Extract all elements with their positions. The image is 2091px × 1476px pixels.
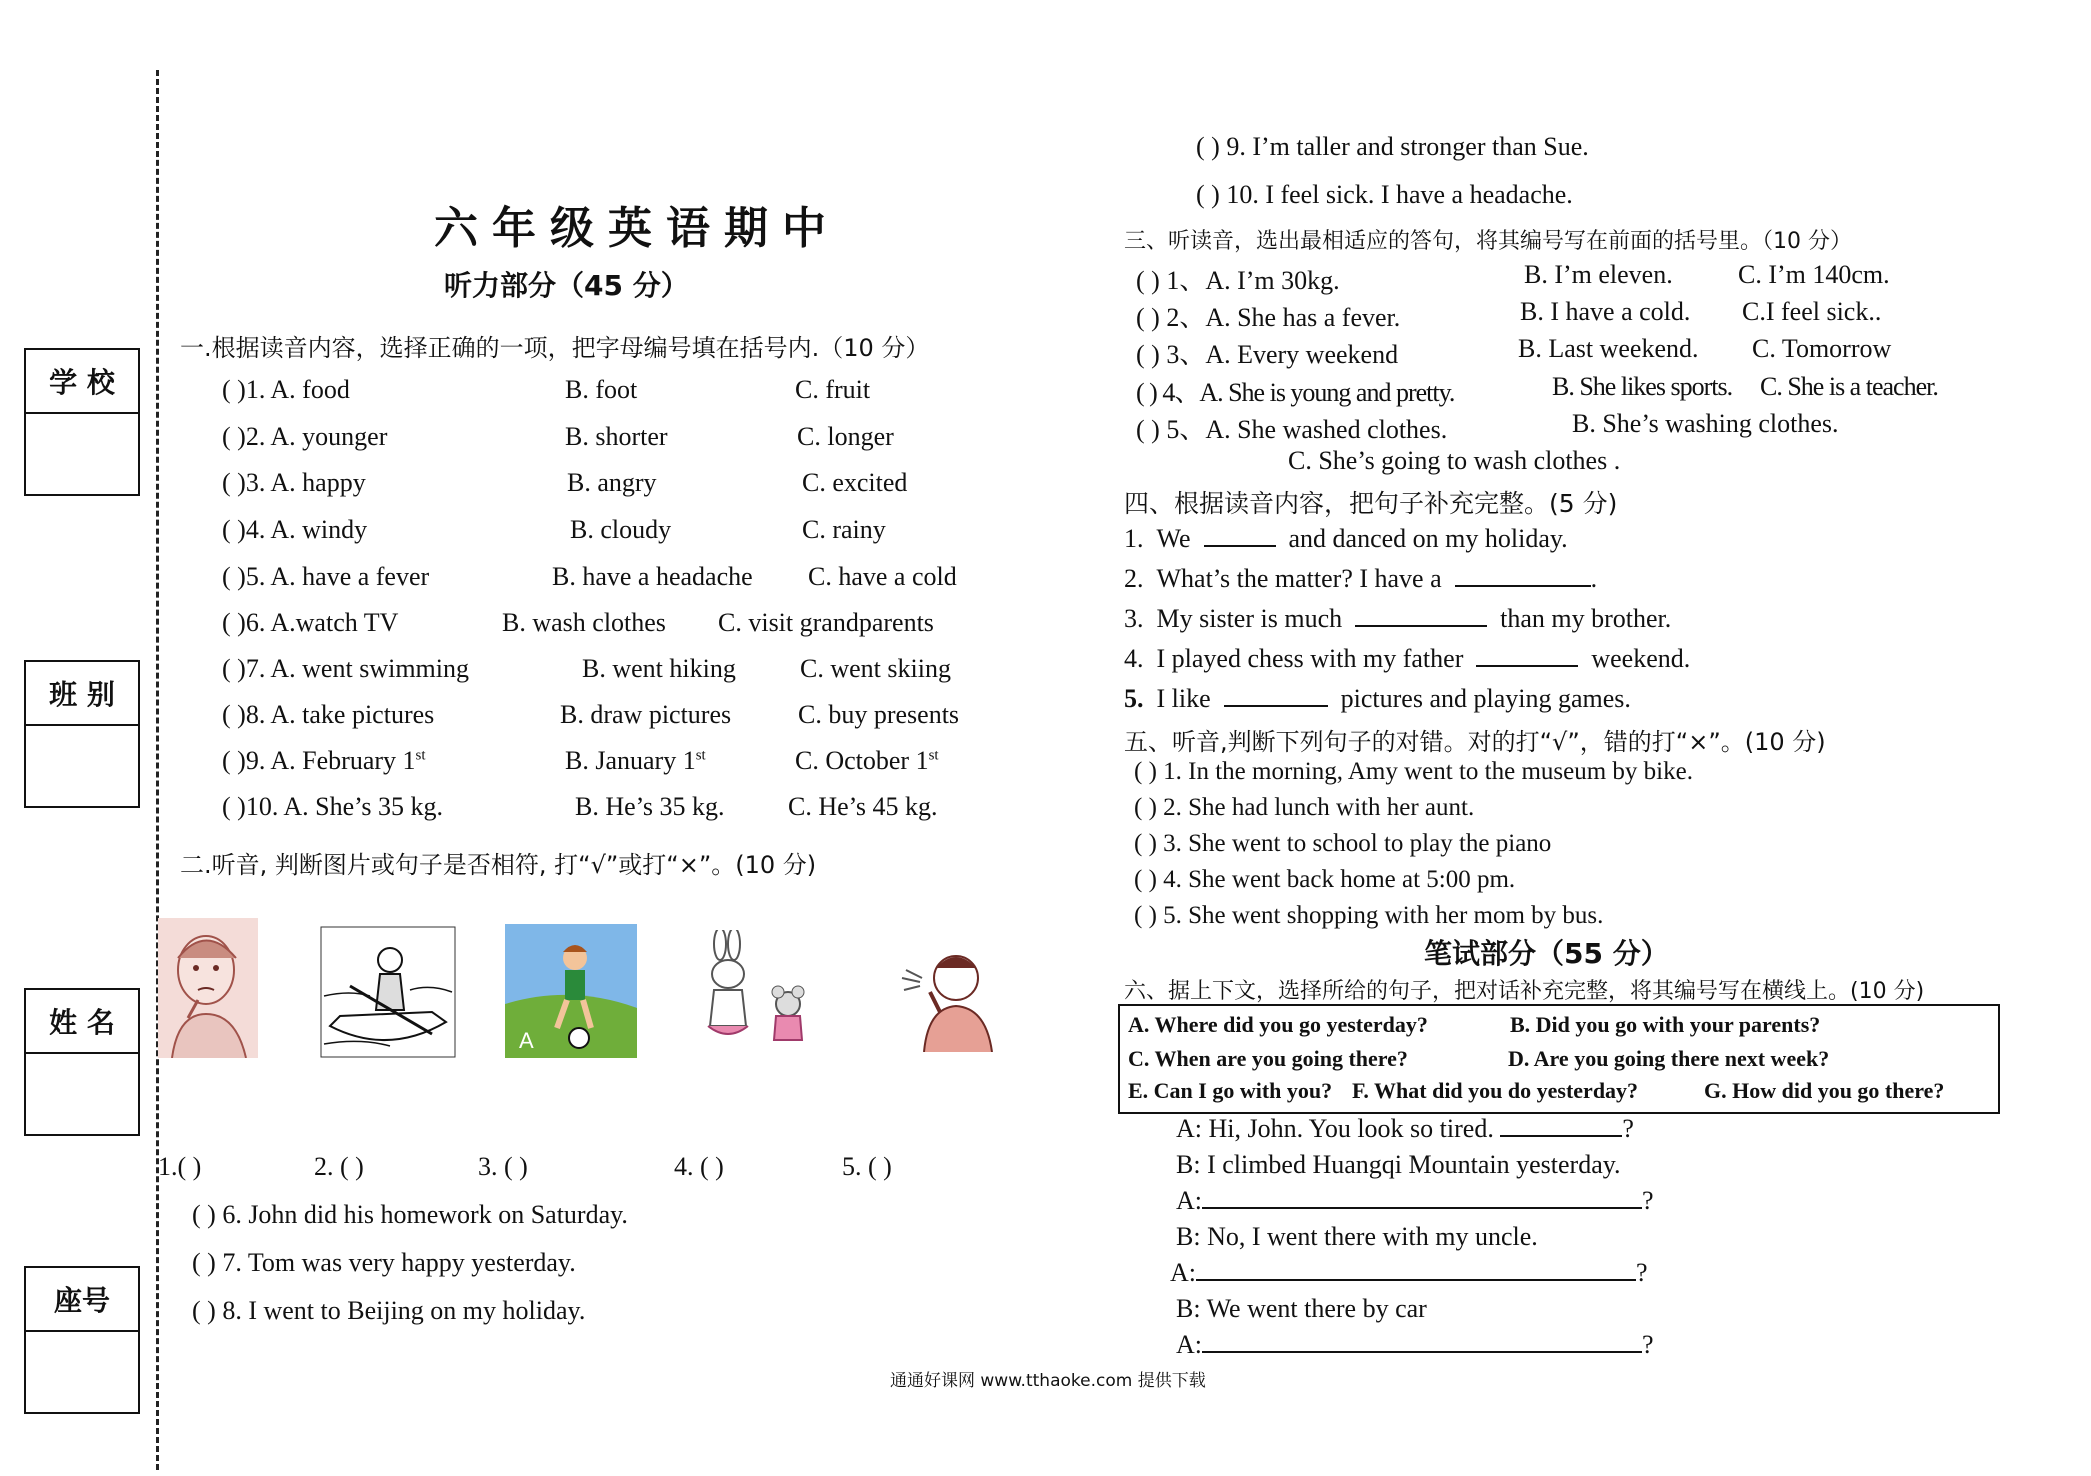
s4-q3: [1124, 604, 1671, 634]
s4-q4-pre: I played chess with my father: [1156, 644, 1464, 673]
s1-q9-a: [222, 746, 426, 776]
dialog-line-7-tail: ?: [1642, 1330, 1654, 1359]
sneezing-man-picture: [900, 942, 1000, 1052]
dialog-line-1: [1176, 1114, 1634, 1144]
s2-item-7: ( ) 7. Tom was very happy yesterday.: [192, 1248, 576, 1277]
s1-q1-b: B. foot: [565, 375, 638, 404]
s1-q10-c: C. He’s 45 kg.: [788, 792, 938, 821]
binding-line: [156, 70, 159, 1470]
dialog-line-5-tail: ?: [1636, 1258, 1648, 1287]
dialog-line-2: B: I climbed Huangqi Mountain yesterday.: [1176, 1150, 1621, 1179]
s4-q5-blank[interactable]: [1224, 705, 1328, 707]
s2-item-6: ( ) 6. John did his homework on Saturday.: [192, 1200, 628, 1229]
dialog-line-5-text: A:: [1170, 1258, 1196, 1287]
s2-pic-answer-5[interactable]: 5. ( ): [842, 1152, 892, 1181]
option-c: C. When are you going there?: [1128, 1046, 1408, 1071]
s1-q4-a: ( )4. A. windy: [222, 515, 368, 544]
s3-q4-a: ( ) 4、A. She is young and pretty.: [1136, 378, 1455, 407]
seat-label: 座号: [26, 1268, 138, 1332]
s4-q3-post: than my brother.: [1500, 604, 1672, 633]
s4-q5-pre: I like: [1156, 684, 1211, 713]
dialog-blank-4[interactable]: [1202, 1351, 1642, 1353]
s1-q9-a-sup: st: [415, 747, 426, 764]
s3-q3-a: ( ) 3、A. Every weekend: [1136, 340, 1399, 369]
s3-q5-a: ( ) 5、A. She washed clothes.: [1136, 415, 1448, 444]
s1-q7-b: B. went hiking: [582, 654, 736, 683]
dialog-line-1-tail: ?: [1622, 1114, 1634, 1143]
class-field[interactable]: [26, 726, 138, 806]
dialog-line-3: [1176, 1186, 1654, 1216]
section1-heading: 一.根据读音内容，选择正确的一项，把字母编号填在括号内.（10 分）: [180, 334, 930, 362]
s1-q6-b: B. wash clothes: [502, 608, 666, 637]
s4-q4: [1124, 644, 1690, 674]
s1-q1-a: ( )1. A. food: [222, 375, 350, 404]
s1-q3-a: ( )3. A. happy: [222, 468, 366, 497]
boat-rowing-picture: [320, 926, 456, 1058]
s1-q4-b: B. cloudy: [570, 515, 672, 544]
s1-q9-b-text: B. January 1: [565, 746, 696, 775]
school-box: [24, 348, 140, 496]
dialog-line-3-tail: ?: [1642, 1186, 1654, 1215]
listening-title: 听力部分（45 分）: [444, 269, 689, 302]
s4-q2: [1124, 564, 1597, 594]
dialog-blank-2[interactable]: [1202, 1207, 1642, 1209]
section5-heading: 五、听音,判断下列句子的对错。对的打“√”，错的打“×”。(10 分): [1124, 728, 1826, 756]
s4-q3-blank[interactable]: [1355, 625, 1487, 627]
s2-pic-answer-2[interactable]: 2. ( ): [314, 1152, 364, 1181]
s1-q6-a: ( )6. A.watch TV: [222, 608, 399, 637]
s4-q5-num: 5.: [1124, 684, 1144, 713]
s1-q5-b: B. have a headache: [552, 562, 753, 591]
s1-q2-b: B. shorter: [565, 422, 668, 451]
s5-item-5: ( ) 5. She went shopping with her mom by bus.: [1134, 902, 1604, 929]
s1-q8-c: C. buy presents: [798, 700, 960, 729]
s1-q2-a: ( )2. A. younger: [222, 422, 388, 451]
s1-q9-c: [795, 746, 939, 776]
section2-heading: 二.听音, 判断图片或句子是否相符, 打“√”或打“×”。(10 分): [180, 851, 817, 879]
option-f: F. What did you do yesterday?: [1352, 1078, 1639, 1103]
s3-q3-c: C. Tomorrow: [1752, 334, 1892, 363]
s1-q7-c: C. went skiing: [800, 654, 951, 683]
s4-q2-blank[interactable]: [1455, 585, 1591, 587]
s1-q5-c: C. have a cold: [808, 562, 957, 591]
s4-q4-blank[interactable]: [1476, 665, 1578, 667]
s1-q9-c-text: C. October 1: [795, 746, 929, 775]
s4-q1: [1124, 524, 1568, 554]
s5-item-1: ( ) 1. In the morning, Amy went to the museum by bike.: [1134, 758, 1693, 785]
s3-q3-b: B. Last weekend.: [1518, 334, 1699, 363]
s1-q2-c: C. longer: [797, 422, 894, 451]
s3-q1-a: ( ) 1、A. I’m 30kg.: [1136, 266, 1340, 295]
s4-q3-num: 3.: [1124, 604, 1144, 633]
s1-q9-c-sup: st: [928, 747, 939, 764]
s4-q2-pre: What’s the matter? I have a: [1156, 564, 1442, 593]
options-box: [1118, 1004, 2000, 1114]
s4-q5: [1124, 684, 1631, 714]
s3-q4-b: B. She likes sports.: [1552, 372, 1733, 401]
s2-item-10: ( ) 10. I feel sick. I have a headache.: [1196, 180, 1573, 209]
s1-q8-a: ( )8. A. take pictures: [222, 700, 435, 729]
s4-q4-num: 4.: [1124, 644, 1144, 673]
s4-q3-pre: My sister is much: [1156, 604, 1343, 633]
name-box: [24, 988, 140, 1136]
s1-q6-c: C. visit grandparents: [718, 608, 934, 637]
s1-q9-b: [565, 746, 706, 776]
dialog-line-4: B: No, I went there with my uncle.: [1176, 1222, 1538, 1251]
s5-item-4: ( ) 4. She went back home at 5:00 pm.: [1134, 866, 1516, 893]
s2-item-9: ( ) 9. I’m taller and stronger than Sue.: [1196, 132, 1589, 161]
dialog-line-1-text: A: Hi, John. You look so tired.: [1176, 1114, 1494, 1143]
s4-q5-post: pictures and playing games.: [1340, 684, 1631, 713]
dialog-line-7: [1176, 1330, 1654, 1360]
s1-q8-b: B. draw pictures: [560, 700, 732, 729]
s5-item-3: ( ) 3. She went to school to play the piano: [1134, 830, 1552, 857]
dialog-blank-3[interactable]: [1196, 1279, 1636, 1281]
s1-q9-b-sup: st: [695, 747, 706, 764]
section3-heading: 三、听读音，选出最相适应的答句，将其编号写在前面的括号里。（10 分）: [1124, 229, 1852, 254]
s1-q3-b: B. angry: [567, 468, 657, 497]
s4-q1-blank[interactable]: [1204, 545, 1276, 547]
s1-q5-a: ( )5. A. have a fever: [222, 562, 430, 591]
s1-q10-a: ( )10. A. She’s 35 kg.: [222, 792, 443, 821]
class-box: [24, 660, 140, 808]
s3-q1-c: C. I’m 140cm.: [1738, 260, 1890, 289]
confused-boy-picture: [158, 918, 258, 1058]
s1-q10-b: B. He’s 35 kg.: [575, 792, 725, 821]
s4-q2-num: 2.: [1124, 564, 1144, 593]
s1-q3-c: C. excited: [802, 468, 908, 497]
option-e: E. Can I go with you?: [1128, 1078, 1333, 1103]
s1-q1-c: C. fruit: [795, 375, 871, 404]
option-d: D. Are you going there next week?: [1508, 1046, 1830, 1071]
option-g: G. How did you go there?: [1704, 1078, 1945, 1103]
name-field[interactable]: [26, 1054, 138, 1134]
footer-text: 通通好课网 www.tthaoke.com 提供下载: [890, 1371, 1206, 1391]
s1-q9-a-text: ( )9. A. February 1: [222, 746, 416, 775]
s4-q4-post: weekend.: [1591, 644, 1691, 673]
option-a: A. Where did you go yesterday?: [1128, 1012, 1428, 1037]
football-boy-picture: [505, 924, 637, 1058]
written-title: 笔试部分（55 分）: [1424, 937, 1669, 970]
s3-q2-b: B. I have a cold.: [1520, 297, 1691, 326]
option-b: B. Did you go with your parents?: [1510, 1012, 1821, 1037]
dialog-line-7-text: A:: [1176, 1330, 1202, 1359]
section4-heading: 四、根据读音内容，把句子补充完整。(5 分): [1124, 489, 1618, 518]
s2-pic-answer-3[interactable]: 3. ( ): [478, 1152, 528, 1181]
s3-q5-c: C. She’s going to wash clothes .: [1288, 446, 1621, 475]
page-title: 六年级英语期中: [434, 203, 840, 254]
s3-q2-a: ( ) 2、A. She has a fever.: [1136, 303, 1401, 332]
s2-item-8: ( ) 8. I went to Beijing on my holiday.: [192, 1296, 586, 1325]
school-label: 学 校: [26, 350, 138, 414]
dialog-line-5: [1170, 1258, 1648, 1288]
school-field[interactable]: [26, 414, 138, 494]
class-label: 班 别: [26, 662, 138, 726]
seat-box: [24, 1266, 140, 1414]
picture-label-a: A: [519, 1028, 534, 1053]
s1-q4-c: C. rainy: [802, 515, 886, 544]
section6-heading: 六、据上下文，选择所给的句子，把对话补充完整，将其编号写在横线上。(10 分): [1124, 979, 1925, 1004]
s4-q1-num: 1.: [1124, 524, 1144, 553]
s4-q1-post: and danced on my holiday.: [1288, 524, 1568, 553]
dialog-blank-1[interactable]: [1500, 1135, 1622, 1137]
s3-q2-c: C.I feel sick..: [1742, 297, 1882, 326]
s3-q1-b: B. I’m eleven.: [1524, 260, 1673, 289]
dialog-line-3-text: A:: [1176, 1186, 1202, 1215]
s3-q5-b: B. She’s washing clothes.: [1572, 409, 1839, 438]
s2-pic-answer-1[interactable]: 1.( ): [158, 1152, 202, 1181]
dialog-line-6: B: We went there by car: [1176, 1294, 1427, 1323]
s1-q7-a: ( )7. A. went swimming: [222, 654, 469, 683]
s2-pic-answer-4[interactable]: 4. ( ): [674, 1152, 724, 1181]
seat-field[interactable]: [26, 1332, 138, 1412]
s4-q2-post: .: [1590, 564, 1598, 593]
name-label: 姓 名: [26, 990, 138, 1054]
s4-q1-pre: We: [1156, 524, 1191, 553]
rabbit-mouse-picture: [688, 930, 814, 1052]
s3-q4-c: C. She is a teacher.: [1760, 372, 1938, 401]
s5-item-2: ( ) 2. She had lunch with her aunt.: [1134, 794, 1475, 821]
